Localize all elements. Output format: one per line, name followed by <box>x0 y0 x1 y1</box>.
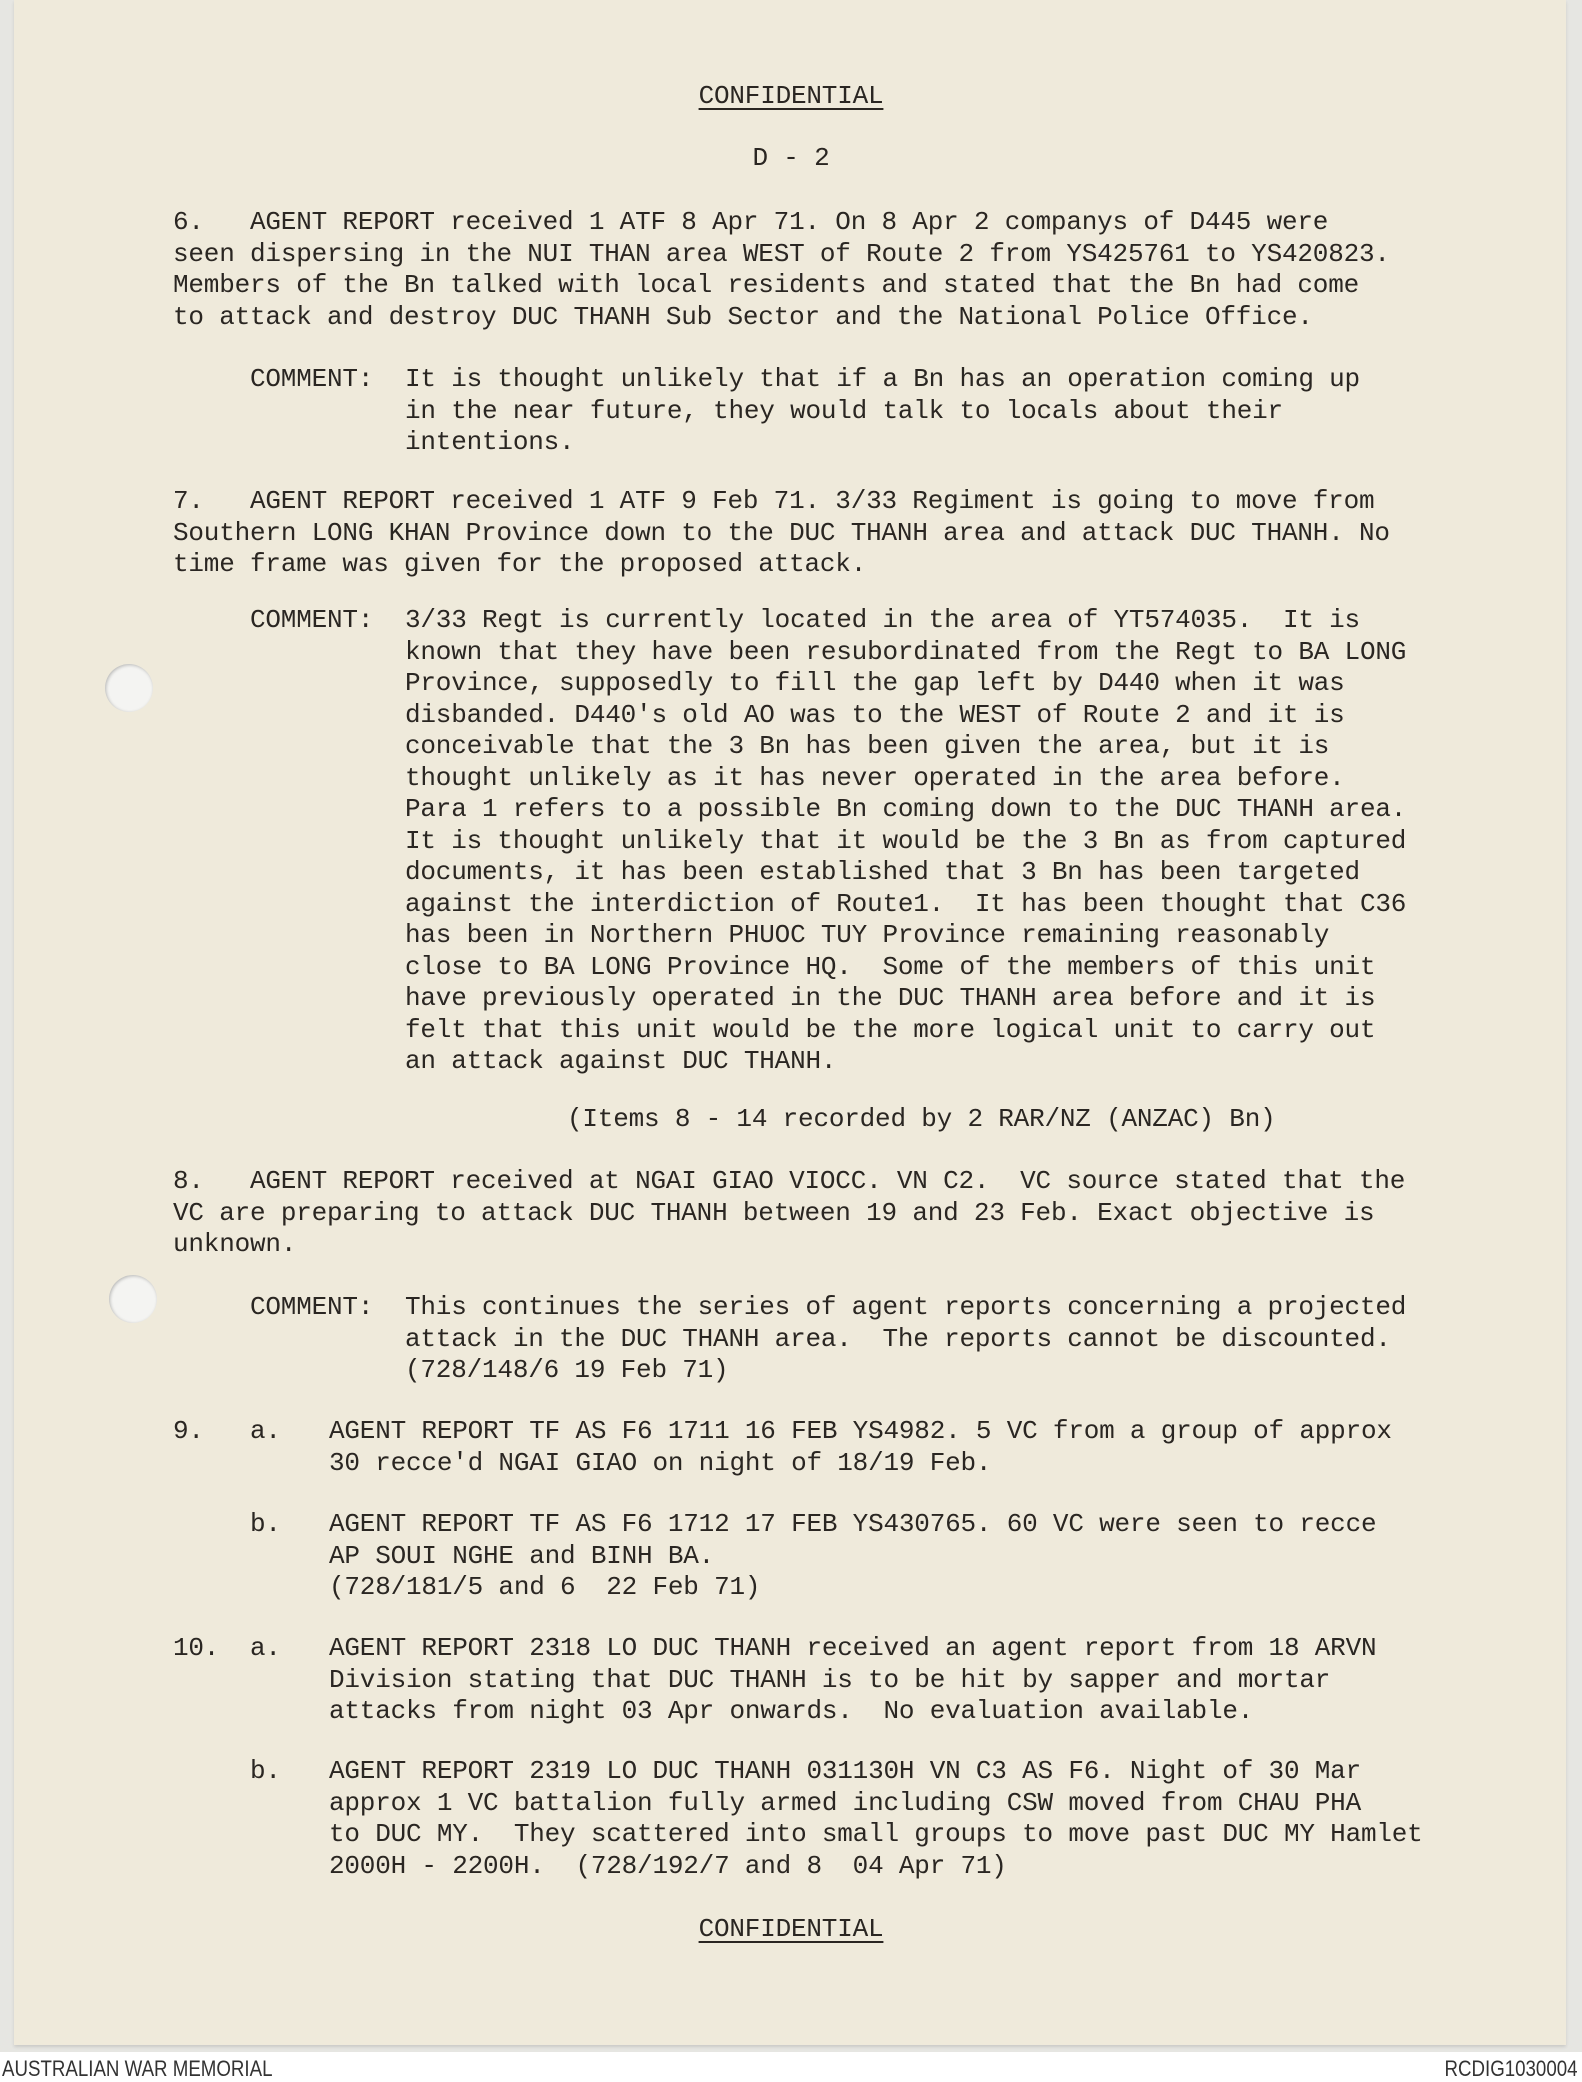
comment-line: It is thought unlikely that if a Bn has an operation coming up <box>405 364 1360 394</box>
archive-reference: RCDIG1030004 <box>1444 2056 1578 2081</box>
paragraph-line: Members of the Bn talked with local residents and stated that the Bn had come <box>173 270 1359 300</box>
paragraph-number: 9. <box>173 1416 204 1446</box>
paragraph-line: AGENT REPORT received at NGAI GIAO VIOCC. VN C2. VC source stated that the <box>250 1166 1406 1196</box>
subparagraph-line: attacks from night 03 Apr onwards. No evaluation available. <box>329 1696 1254 1726</box>
subparagraph-line: AGENT REPORT 2318 LO DUC THANH received an agent report from 18 ARVN <box>329 1633 1377 1663</box>
comment-line: disbanded. D440's old AO was to the WEST of Route 2 and it is <box>405 699 1345 730</box>
paragraph-number: 7. <box>173 486 204 516</box>
comment-line: in the near future, they would talk to locals about their <box>405 395 1283 426</box>
subparagraph-line: approx 1 VC battalion fully armed including CSW moved from CHAU PHA <box>329 1787 1361 1818</box>
comment-label: COMMENT: <box>250 605 374 635</box>
subparagraph-letter: a. <box>250 1633 281 1663</box>
recording-note: (Items 8 - 14 recorded by 2 RAR/NZ (ANZAC) Bn) <box>567 1104 1276 1134</box>
comment-line: conceivable that the 3 Bn has been given the area, but it is <box>405 731 1330 761</box>
subparagraph-line: AGENT REPORT TF AS F6 1711 16 FEB YS4982. 5 VC from a group of approx <box>329 1416 1392 1446</box>
subparagraph-line: 2000H - 2200H. (728/192/7 and 8 04 Apr 71) <box>329 1850 1007 1881</box>
subparagraph-line: AGENT REPORT TF AS F6 1712 17 FEB YS430765. 60 VC were seen to recce <box>329 1509 1377 1539</box>
punch-hole <box>109 1275 157 1323</box>
subparagraph-line: (728/181/5 and 6 22 Feb 71) <box>329 1572 761 1602</box>
classification-footer: CONFIDENTIAL <box>698 1914 884 1944</box>
comment-line: has been in Northern PHUOC TUY Province remaining reasonably <box>405 920 1330 950</box>
paragraph-line: AGENT REPORT received 1 ATF 9 Feb 71. 3/33 Regiment is going to move from <box>250 486 1375 516</box>
comment-line: documents, it has been established that 3 Bn has been targeted <box>405 857 1360 887</box>
comment-line: an attack against DUC THANH. <box>405 1046 837 1076</box>
comment-line: attack in the DUC THANH area. The reports cannot be discounted. <box>405 1323 1391 1354</box>
comment-label: COMMENT: <box>250 1292 374 1322</box>
subparagraph-letter: b. <box>250 1756 281 1786</box>
subparagraph-line: AGENT REPORT 2319 LO DUC THANH 031130H VN C3 AS F6. Night of 30 Mar <box>329 1756 1361 1786</box>
comment-line: felt that this unit would be the more logical unit to carry out <box>405 1014 1376 1045</box>
archive-institution: AUSTRALIAN WAR MEMORIAL <box>2 2056 273 2081</box>
subparagraph-line: AP SOUI NGHE and BINH BA. <box>329 1540 715 1571</box>
paragraph-number: 8. <box>173 1166 204 1196</box>
classification-header: CONFIDENTIAL <box>698 81 884 111</box>
comment-line: (728/148/6 19 Feb 71) <box>405 1355 729 1385</box>
subparagraph-line: to DUC MY. They scattered into small groups to move past DUC MY Hamlet <box>329 1819 1423 1849</box>
paragraph-number: 10. <box>173 1633 220 1663</box>
page-number: D - 2 <box>752 143 830 173</box>
comment-line: have previously operated in the DUC THANH area before and it is <box>405 983 1376 1013</box>
comment-line: Province, supposedly to fill the gap left by D440 when it was <box>405 668 1345 698</box>
paragraph-line: seen dispersing in the NUI THAN area WEST of Route 2 from YS425761 to YS420823. <box>173 238 1390 269</box>
comment-label: COMMENT: <box>250 364 374 394</box>
comment-line: known that they have been resubordinated from the Regt to BA LONG <box>405 636 1407 667</box>
paragraph-line: Southern LONG KHAN Province down to the DUC THANH area and attack DUC THANH. No <box>173 517 1390 548</box>
punch-hole <box>105 664 153 712</box>
paragraph-number: 6. <box>173 207 204 237</box>
comment-line: close to BA LONG Province HQ. Some of the members of this unit <box>405 951 1376 982</box>
subparagraph-letter: a. <box>250 1416 281 1446</box>
comment-line: intentions. <box>405 427 575 457</box>
comment-line: against the interdiction of Route1. It has been thought that C36 <box>405 888 1407 919</box>
paragraph-line: unknown. <box>173 1229 297 1259</box>
subparagraph-letter: b. <box>250 1509 281 1539</box>
paragraph-line: AGENT REPORT received 1 ATF 8 Apr 71. On 8 Apr 2 companys of D445 were <box>250 207 1329 237</box>
comment-line: This continues the series of agent reports concerning a projected <box>405 1292 1407 1322</box>
subparagraph-line: 30 recce'd NGAI GIAO on night of 18/19 Feb. <box>329 1447 992 1478</box>
paragraph-line: to attack and destroy DUC THANH Sub Sector and the National Police Office. <box>173 301 1313 332</box>
comment-line: Para 1 refers to a possible Bn coming down to the DUC THANH area. <box>405 794 1407 824</box>
comment-line: thought unlikely as it has never operated in the area before. <box>405 762 1345 793</box>
comment-line: 3/33 Regt is currently located in the area of YT574035. It is <box>405 605 1360 635</box>
paragraph-line: time frame was given for the proposed attack. <box>173 549 867 579</box>
subparagraph-line: Division stating that DUC THANH is to be hit by sapper and mortar <box>329 1664 1331 1695</box>
paragraph-line: VC are preparing to attack DUC THANH between 19 and 23 Feb. Exact objective is <box>173 1197 1375 1228</box>
comment-line: It is thought unlikely that it would be the 3 Bn as from captured <box>405 825 1407 856</box>
